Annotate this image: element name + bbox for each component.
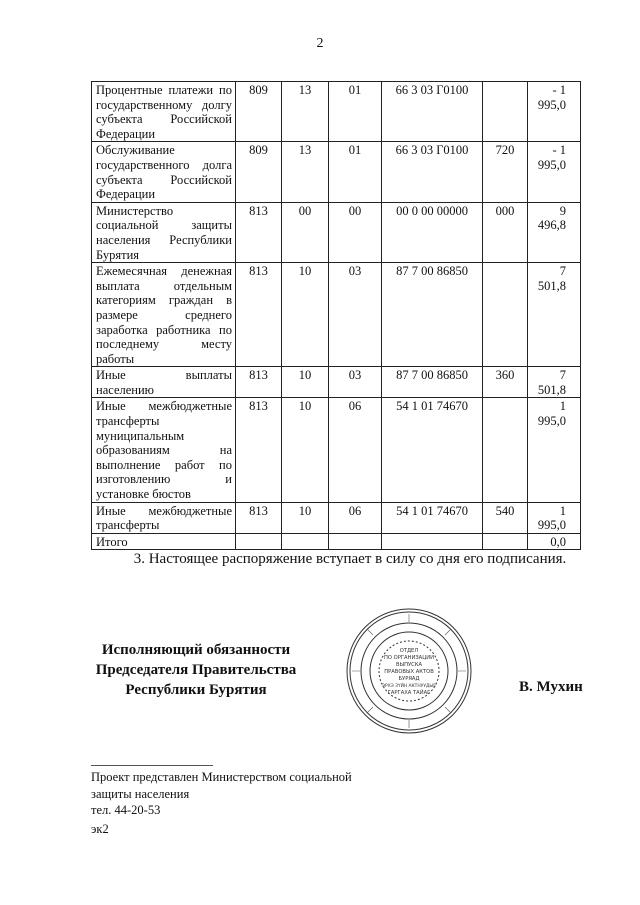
row-section-code: 10 [282,502,329,533]
page-number: 2 [316,36,324,51]
row-amount: - 1 995,0 [528,82,581,142]
row-subsection-code [329,533,382,550]
row-expense-type [483,398,528,502]
row-target-code: 66 3 03 Г0100 [382,142,483,202]
official-seal [344,606,474,736]
row-name: Процентные платежи по государственному долгу субъекта Российской Федерации [92,82,236,142]
row-expense-type [483,533,528,550]
row-expense-type: 720 [483,142,528,202]
signatory-title-line: Исполняющий обязанности [101,642,291,658]
row-section-code: 13 [282,142,329,202]
footnote-line: тел. 44-20-53 [91,803,161,817]
seal-line: ОТДЕЛ [399,648,419,654]
row-ministry-code [236,533,282,550]
row-section-code: 10 [282,263,329,367]
row-amount: - 1 995,0 [528,142,581,202]
row-amount: 7 501,8 [528,263,581,367]
row-amount: 0,0 [528,533,581,550]
table-total-row [92,533,581,550]
footnote-line: защиты населения [91,786,190,801]
row-amount: 9 496,8 [528,202,581,262]
footnote [91,769,352,819]
row-amount: 1 995,0 [528,398,581,502]
signatory-title-line: Председателя Правительства [95,662,297,678]
row-name: Обслуживание государственного долга субъекта Российской Федерации [92,142,236,202]
row-expense-type [483,82,528,142]
row-expense-type: 540 [483,502,528,533]
footnote-line: Проект представлен Министерством социальной [91,770,352,784]
row-target-code: 00 0 00 00000 [382,202,483,262]
row-target-code: 87 7 00 86850 [382,263,483,367]
seal-line: ПО ОРГАНИЗАЦИИ [383,655,435,661]
row-target-code: 54 1 01 74670 [382,502,483,533]
row-target-code: 66 3 03 Г0100 [382,82,483,142]
table-row [92,502,581,533]
row-ministry-code: 813 [236,502,282,533]
row-ministry-code: 809 [236,82,282,142]
row-target-code: 54 1 01 74670 [382,398,483,502]
seal-line: ГАРГАХА ТАЙАГ [387,690,431,696]
row-ministry-code: 813 [236,263,282,367]
row-section-code: 10 [282,367,329,398]
row-expense-type: 000 [483,202,528,262]
row-name: Ежемесячная денежная выплата отдельным категориям граждан в размере среднего заработка работника по последнему месту работы [92,263,236,367]
row-section-code [282,533,329,550]
row-name: Иные межбюджетные трансферты [92,502,236,533]
row-section-code: 10 [282,398,329,502]
row-ministry-code: 813 [236,398,282,502]
seal-line: БУРЯАД [398,676,420,682]
row-name: Итого [92,533,236,550]
document-code: эк2 [91,822,109,836]
table-row [92,202,581,262]
row-subsection-code: 03 [329,263,382,367]
row-subsection-code: 06 [329,398,382,502]
seal-line: ПРАВОВЫХ АКТОВ [384,669,434,675]
row-name: Иные выплаты населению [92,367,236,398]
seal-line: ВЫПУСКА [395,662,423,668]
row-expense-type: 360 [483,367,528,398]
signatory-name: В. Мухин [519,679,583,695]
footnote-divider [91,765,213,766]
row-ministry-code: 813 [236,367,282,398]
row-subsection-code: 01 [329,82,382,142]
row-amount: 7 501,8 [528,367,581,398]
seal-line: ЭРХЭ ЗҮЙН АКТНУУДЫЕ [381,684,437,689]
row-name: Иные межбюджетные трансферты муниципальным образованиям на выполнение работ по изготовлению и установке бюстов [92,398,236,502]
table-row [92,142,581,202]
row-subsection-code: 03 [329,367,382,398]
table-row [92,398,581,502]
row-section-code: 00 [282,202,329,262]
row-ministry-code: 809 [236,142,282,202]
row-name: Министерство социальной защиты населения Республики Бурятия [92,202,236,262]
row-target-code: 87 7 00 86850 [382,367,483,398]
budget-table [91,81,581,550]
table-row [92,367,581,398]
row-subsection-code: 00 [329,202,382,262]
row-ministry-code: 813 [236,202,282,262]
row-expense-type [483,263,528,367]
row-subsection-code: 01 [329,142,382,202]
row-subsection-code: 06 [329,502,382,533]
table-row [92,263,581,367]
clause-3: 3. Настоящее распоряжение вступает в силу со дня его подписания. [133,551,567,567]
signatory-title [66,640,326,700]
table-row [92,82,581,142]
row-section-code: 13 [282,82,329,142]
signatory-title-line: Республики Бурятия [125,682,267,698]
row-amount: 1 995,0 [528,502,581,533]
row-target-code [382,533,483,550]
